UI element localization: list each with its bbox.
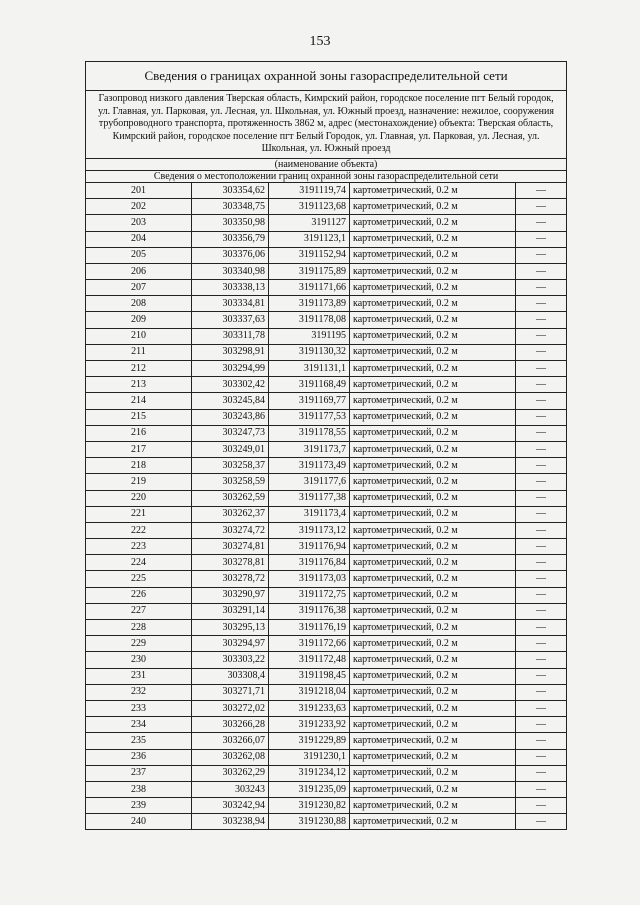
point-description-cell: — (516, 652, 567, 668)
boundary-table (85, 61, 567, 830)
point-number-cell: 204 (86, 231, 192, 247)
method-accuracy-cell: картометрический, 0.2 м (350, 199, 516, 215)
y-coordinate-cell: 3191173,12 (269, 522, 350, 538)
x-coordinate-cell: 303262,59 (192, 490, 269, 506)
title-row (86, 62, 567, 91)
method-accuracy-cell: картометрический, 0.2 м (350, 280, 516, 296)
method-accuracy-cell: картометрический, 0.2 м (350, 539, 516, 555)
point-number-cell: 229 (86, 636, 192, 652)
point-description-cell: — (516, 700, 567, 716)
x-coordinate-cell: 303238,94 (192, 814, 269, 830)
point-description-cell: — (516, 555, 567, 571)
x-coordinate-cell: 303266,07 (192, 733, 269, 749)
method-accuracy-cell: картометрический, 0.2 м (350, 814, 516, 830)
table-row (86, 798, 567, 814)
table-row (86, 539, 567, 555)
point-number-cell: 220 (86, 490, 192, 506)
table-row (86, 522, 567, 538)
x-coordinate-cell: 303302,42 (192, 377, 269, 393)
point-number-cell: 238 (86, 781, 192, 797)
x-coordinate-cell: 303337,63 (192, 312, 269, 328)
point-description-cell: — (516, 668, 567, 684)
point-description-cell: — (516, 539, 567, 555)
point-description-cell: — (516, 620, 567, 636)
point-number-cell: 201 (86, 182, 192, 198)
table-row (86, 377, 567, 393)
x-coordinate-cell: 303266,28 (192, 717, 269, 733)
point-description-cell: — (516, 684, 567, 700)
point-description-cell: — (516, 781, 567, 797)
y-coordinate-cell: 3191173,49 (269, 458, 350, 474)
y-coordinate-cell: 3191176,94 (269, 539, 350, 555)
x-coordinate-cell: 303274,72 (192, 522, 269, 538)
x-coordinate-cell: 303274,81 (192, 539, 269, 555)
method-accuracy-cell: картометрический, 0.2 м (350, 247, 516, 263)
table-row (86, 749, 567, 765)
object-caption-row (86, 158, 567, 170)
point-description-cell: — (516, 182, 567, 198)
method-accuracy-cell: картометрический, 0.2 м (350, 296, 516, 312)
table-row (86, 814, 567, 830)
x-coordinate-cell: 303278,81 (192, 555, 269, 571)
point-number-cell: 237 (86, 765, 192, 781)
point-number-cell: 209 (86, 312, 192, 328)
table-row (86, 247, 567, 263)
point-number-cell: 235 (86, 733, 192, 749)
x-coordinate-cell: 303258,59 (192, 474, 269, 490)
x-coordinate-cell: 303243,86 (192, 409, 269, 425)
table-title: Сведения о границах охранной зоны газораспределительной сети (86, 62, 567, 91)
point-description-cell: — (516, 215, 567, 231)
y-coordinate-cell: 3191234,12 (269, 765, 350, 781)
point-number-cell: 211 (86, 344, 192, 360)
point-number-cell: 202 (86, 199, 192, 215)
point-number-cell: 225 (86, 571, 192, 587)
y-coordinate-cell: 3191230,82 (269, 798, 350, 814)
method-accuracy-cell: картометрический, 0.2 м (350, 441, 516, 457)
y-coordinate-cell: 3191235,09 (269, 781, 350, 797)
method-accuracy-cell: картометрический, 0.2 м (350, 377, 516, 393)
point-description-cell: — (516, 280, 567, 296)
table-row (86, 555, 567, 571)
method-accuracy-cell: картометрический, 0.2 м (350, 506, 516, 522)
point-number-cell: 221 (86, 506, 192, 522)
point-number-cell: 236 (86, 749, 192, 765)
point-description-cell: — (516, 263, 567, 279)
section-heading: Сведения о местоположении границ охранной зоны газораспределительной сети (86, 170, 567, 182)
y-coordinate-cell: 3191178,08 (269, 312, 350, 328)
point-number-cell: 206 (86, 263, 192, 279)
point-number-cell: 231 (86, 668, 192, 684)
x-coordinate-cell: 303303,22 (192, 652, 269, 668)
table-row (86, 393, 567, 409)
x-coordinate-cell: 303308,4 (192, 668, 269, 684)
table-row (86, 684, 567, 700)
method-accuracy-cell: картометрический, 0.2 м (350, 393, 516, 409)
y-coordinate-cell: 3191230,88 (269, 814, 350, 830)
point-number-cell: 230 (86, 652, 192, 668)
point-number-cell: 219 (86, 474, 192, 490)
point-number-cell: 203 (86, 215, 192, 231)
table-row (86, 296, 567, 312)
table-row (86, 182, 567, 198)
x-coordinate-cell: 303291,14 (192, 603, 269, 619)
x-coordinate-cell: 303294,97 (192, 636, 269, 652)
table-row (86, 441, 567, 457)
point-number-cell: 207 (86, 280, 192, 296)
x-coordinate-cell: 303295,13 (192, 620, 269, 636)
point-description-cell: — (516, 814, 567, 830)
y-coordinate-cell: 3191172,48 (269, 652, 350, 668)
point-number-cell: 215 (86, 409, 192, 425)
table-row (86, 199, 567, 215)
point-description-cell: — (516, 441, 567, 457)
point-number-cell: 233 (86, 700, 192, 716)
point-description-cell: — (516, 571, 567, 587)
method-accuracy-cell: картометрический, 0.2 м (350, 182, 516, 198)
point-description-cell: — (516, 522, 567, 538)
table-row (86, 231, 567, 247)
method-accuracy-cell: картометрический, 0.2 м (350, 344, 516, 360)
table-row (86, 409, 567, 425)
point-number-cell: 224 (86, 555, 192, 571)
method-accuracy-cell: картометрический, 0.2 м (350, 409, 516, 425)
point-description-cell: — (516, 377, 567, 393)
table-row (86, 215, 567, 231)
table-body (86, 62, 567, 830)
point-number-cell: 212 (86, 361, 192, 377)
x-coordinate-cell: 303294,99 (192, 361, 269, 377)
point-description-cell: — (516, 587, 567, 603)
x-coordinate-cell: 303242,94 (192, 798, 269, 814)
table-row (86, 474, 567, 490)
method-accuracy-cell: картометрический, 0.2 м (350, 231, 516, 247)
point-number-cell: 213 (86, 377, 192, 393)
point-description-cell: — (516, 458, 567, 474)
y-coordinate-cell: 3191195 (269, 328, 350, 344)
method-accuracy-cell: картометрический, 0.2 м (350, 263, 516, 279)
x-coordinate-cell: 303262,08 (192, 749, 269, 765)
y-coordinate-cell: 3191173,4 (269, 506, 350, 522)
x-coordinate-cell: 303348,75 (192, 199, 269, 215)
y-coordinate-cell: 3191171,66 (269, 280, 350, 296)
point-number-cell: 210 (86, 328, 192, 344)
method-accuracy-cell: картометрический, 0.2 м (350, 684, 516, 700)
x-coordinate-cell: 303243 (192, 781, 269, 797)
y-coordinate-cell: 3191229,89 (269, 733, 350, 749)
point-description-cell: — (516, 231, 567, 247)
point-description-cell: — (516, 636, 567, 652)
method-accuracy-cell: картометрический, 0.2 м (350, 652, 516, 668)
x-coordinate-cell: 303334,81 (192, 296, 269, 312)
y-coordinate-cell: 3191123,1 (269, 231, 350, 247)
y-coordinate-cell: 3191177,38 (269, 490, 350, 506)
y-coordinate-cell: 3191230,1 (269, 749, 350, 765)
x-coordinate-cell: 303376,06 (192, 247, 269, 263)
method-accuracy-cell: картометрический, 0.2 м (350, 215, 516, 231)
page-number: 153 (309, 34, 331, 49)
y-coordinate-cell: 3191173,89 (269, 296, 350, 312)
x-coordinate-cell: 303350,98 (192, 215, 269, 231)
point-number-cell: 239 (86, 798, 192, 814)
method-accuracy-cell: картометрический, 0.2 м (350, 361, 516, 377)
y-coordinate-cell: 3191233,92 (269, 717, 350, 733)
point-number-cell: 227 (86, 603, 192, 619)
y-coordinate-cell: 3191123,68 (269, 199, 350, 215)
method-accuracy-cell: картометрический, 0.2 м (350, 490, 516, 506)
table-row (86, 328, 567, 344)
method-accuracy-cell: картометрический, 0.2 м (350, 587, 516, 603)
point-number-cell: 240 (86, 814, 192, 830)
table-row (86, 717, 567, 733)
y-coordinate-cell: 3191152,94 (269, 247, 350, 263)
table-row (86, 361, 567, 377)
y-coordinate-cell: 3191176,19 (269, 620, 350, 636)
point-description-cell: — (516, 247, 567, 263)
y-coordinate-cell: 3191168,49 (269, 377, 350, 393)
table-row (86, 636, 567, 652)
table-row (86, 506, 567, 522)
table-row (86, 263, 567, 279)
y-coordinate-cell: 3191176,38 (269, 603, 350, 619)
method-accuracy-cell: картометрический, 0.2 м (350, 798, 516, 814)
x-coordinate-cell: 303258,37 (192, 458, 269, 474)
y-coordinate-cell: 3191177,53 (269, 409, 350, 425)
point-description-cell: — (516, 312, 567, 328)
y-coordinate-cell: 3191176,84 (269, 555, 350, 571)
method-accuracy-cell: картометрический, 0.2 м (350, 668, 516, 684)
point-description-cell: — (516, 765, 567, 781)
y-coordinate-cell: 3191119,74 (269, 182, 350, 198)
point-description-cell: — (516, 199, 567, 215)
table-row (86, 652, 567, 668)
y-coordinate-cell: 3191169,77 (269, 393, 350, 409)
x-coordinate-cell: 303271,71 (192, 684, 269, 700)
point-number-cell: 214 (86, 393, 192, 409)
point-number-cell: 208 (86, 296, 192, 312)
point-number-cell: 216 (86, 425, 192, 441)
y-coordinate-cell: 3191233,63 (269, 700, 350, 716)
method-accuracy-cell: картометрический, 0.2 м (350, 620, 516, 636)
x-coordinate-cell: 303338,13 (192, 280, 269, 296)
method-accuracy-cell: картометрический, 0.2 м (350, 312, 516, 328)
table-row (86, 280, 567, 296)
x-coordinate-cell: 303340,98 (192, 263, 269, 279)
table-row (86, 425, 567, 441)
point-description-cell: — (516, 425, 567, 441)
point-description-cell: — (516, 490, 567, 506)
table-row (86, 490, 567, 506)
point-description-cell: — (516, 749, 567, 765)
method-accuracy-cell: картометрический, 0.2 м (350, 781, 516, 797)
x-coordinate-cell: 303245,84 (192, 393, 269, 409)
point-description-cell: — (516, 344, 567, 360)
point-description-cell: — (516, 409, 567, 425)
point-number-cell: 234 (86, 717, 192, 733)
table-row (86, 458, 567, 474)
table-row (86, 765, 567, 781)
point-number-cell: 218 (86, 458, 192, 474)
x-coordinate-cell: 303354,62 (192, 182, 269, 198)
x-coordinate-cell: 303311,78 (192, 328, 269, 344)
table-row (86, 312, 567, 328)
point-number-cell: 232 (86, 684, 192, 700)
x-coordinate-cell: 303262,29 (192, 765, 269, 781)
point-number-cell: 222 (86, 522, 192, 538)
y-coordinate-cell: 3191131,1 (269, 361, 350, 377)
table-row (86, 571, 567, 587)
y-coordinate-cell: 3191173,03 (269, 571, 350, 587)
point-description-cell: — (516, 733, 567, 749)
y-coordinate-cell: 3191127 (269, 215, 350, 231)
x-coordinate-cell: 303247,73 (192, 425, 269, 441)
object-caption: (наименование объекта) (86, 158, 567, 170)
table-row (86, 587, 567, 603)
x-coordinate-cell: 303262,37 (192, 506, 269, 522)
method-accuracy-cell: картометрический, 0.2 м (350, 749, 516, 765)
method-accuracy-cell: картометрический, 0.2 м (350, 765, 516, 781)
method-accuracy-cell: картометрический, 0.2 м (350, 522, 516, 538)
y-coordinate-cell: 3191198,45 (269, 668, 350, 684)
y-coordinate-cell: 3191177,6 (269, 474, 350, 490)
method-accuracy-cell: картометрический, 0.2 м (350, 555, 516, 571)
x-coordinate-cell: 303249,01 (192, 441, 269, 457)
point-description-cell: — (516, 506, 567, 522)
point-description-cell: — (516, 361, 567, 377)
point-description-cell: — (516, 474, 567, 490)
method-accuracy-cell: картометрический, 0.2 м (350, 636, 516, 652)
method-accuracy-cell: картометрический, 0.2 м (350, 328, 516, 344)
point-description-cell: — (516, 603, 567, 619)
method-accuracy-cell: картометрический, 0.2 м (350, 458, 516, 474)
method-accuracy-cell: картометрический, 0.2 м (350, 603, 516, 619)
x-coordinate-cell: 303298,91 (192, 344, 269, 360)
table-row (86, 668, 567, 684)
table-row (86, 700, 567, 716)
y-coordinate-cell: 3191218,04 (269, 684, 350, 700)
method-accuracy-cell: картометрический, 0.2 м (350, 717, 516, 733)
y-coordinate-cell: 3191178,55 (269, 425, 350, 441)
point-description-cell: — (516, 393, 567, 409)
point-number-cell: 223 (86, 539, 192, 555)
x-coordinate-cell: 303278,72 (192, 571, 269, 587)
point-description-cell: — (516, 328, 567, 344)
table-row (86, 620, 567, 636)
point-number-cell: 205 (86, 247, 192, 263)
y-coordinate-cell: 3191130,32 (269, 344, 350, 360)
point-description-cell: — (516, 798, 567, 814)
method-accuracy-cell: картометрический, 0.2 м (350, 733, 516, 749)
table-row (86, 733, 567, 749)
method-accuracy-cell: картометрический, 0.2 м (350, 700, 516, 716)
table-row (86, 344, 567, 360)
y-coordinate-cell: 3191175,89 (269, 263, 350, 279)
object-row (86, 91, 567, 159)
point-number-cell: 228 (86, 620, 192, 636)
x-coordinate-cell: 303290,97 (192, 587, 269, 603)
method-accuracy-cell: картометрический, 0.2 м (350, 571, 516, 587)
y-coordinate-cell: 3191172,75 (269, 587, 350, 603)
table-row (86, 781, 567, 797)
point-number-cell: 217 (86, 441, 192, 457)
y-coordinate-cell: 3191173,7 (269, 441, 350, 457)
point-number-cell: 226 (86, 587, 192, 603)
point-description-cell: — (516, 717, 567, 733)
method-accuracy-cell: картометрический, 0.2 м (350, 474, 516, 490)
point-description-cell: — (516, 296, 567, 312)
x-coordinate-cell: 303356,79 (192, 231, 269, 247)
object-description: Газопровод низкого давления Тверская область, Кимрский район, городское поселение пгт Белый городок, ул. Главная, ул. Парковая, ул. Лесная, ул. Школьная, ул. Южный проезд, назначение: нежилое, сооружения трубопроводного транспорта, протяженность 3862 м, адрес (местонахождение) объекта: Тверская область, Кимрский район, городское поселение пгт Белый Городок, ул. Главная, ул. Парковая, ул. Лесная, ул. Школьная, ул. Южный проезд (86, 91, 567, 159)
x-coordinate-cell: 303272,02 (192, 700, 269, 716)
table-row (86, 603, 567, 619)
section-heading-row (86, 170, 567, 182)
method-accuracy-cell: картометрический, 0.2 м (350, 425, 516, 441)
y-coordinate-cell: 3191172,66 (269, 636, 350, 652)
